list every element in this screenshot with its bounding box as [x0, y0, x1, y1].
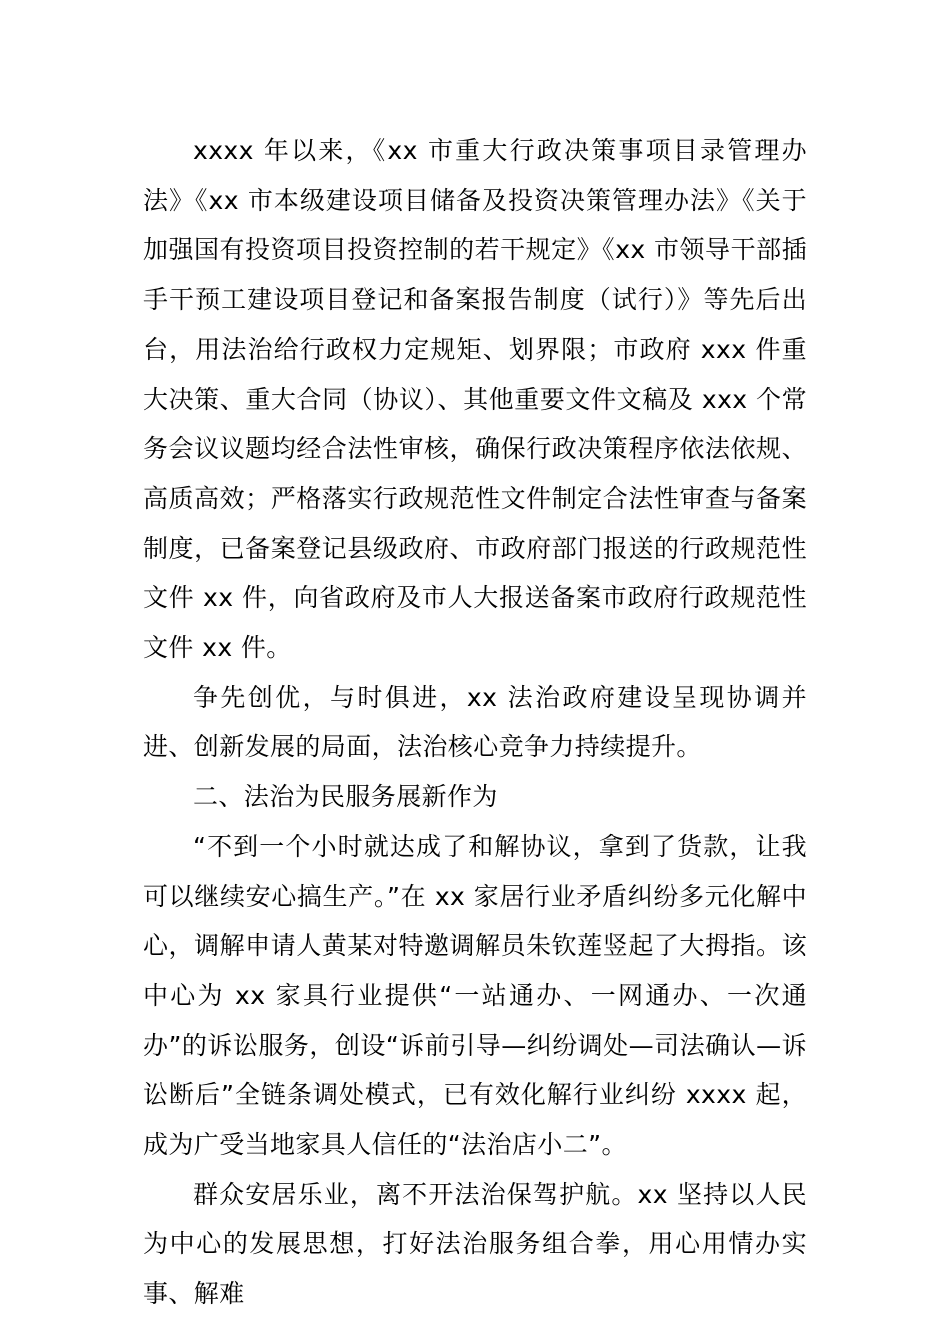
- document-body: [143, 126, 807, 1319]
- paragraph-policy-documents: xxxx 年以来，《xx 市重大行政决策事项目录管理办法》《xx 市本级建设项目储备及投资决策管理办法》《关于加强国有投资项目投资控制的若干规定》《xx 市领导干部插手干预工建设项目登记和备案报告制度（试行）》等先后出台，用法治给行政权力定规矩、划界限；市政府 xxx 件重大决策、重大合同（协议）、其他重要文件文稿及 xxx 个常务会议议题均经合法性审核，确保行政决策程序依法依规、高质高效；严格落实行政规范性文件制定合法性审查与备案制度，已备案登记县级政府、市政府部门报送的行政规范性文件 xx 件，向省政府及市人大报送备案市政府行政规范性文件 xx 件。: [143, 136, 807, 663]
- section-heading: 二、法治为民服务展新作为: [193, 782, 498, 812]
- paragraph-mediation-center: “不到一个小时就达成了和解协议，拿到了货款，让我可以继续安心搞生产。”在 xx 家居行业矛盾纠纷多元化解中心，调解申请人黄某对特邀调解员朱钦莲竖起了大拇指。该中心为 xx 家具行业提供“一站通办、一网通办、一次通办”的诉讼服务，创设“诉前引导—纠纷调处—司法确认—诉讼断后”全链条调处模式，已有效化解行业纠纷 xxxx 起，成为广受当地家具人信任的“法治店小二”。: [143, 831, 807, 1160]
- paragraph-competitiveness: 争先创优，与时俱进，xx 法治政府建设呈现协调并进、创新发展的局面，法治核心竞争力持续提升。: [143, 682, 807, 762]
- paragraph-rule-of-law-service: 群众安居乐业，离不开法治保驾护航。xx 坚持以人民为中心的发展思想，打好法治服务组合拳，用心用情办实事、解难: [143, 1179, 807, 1309]
